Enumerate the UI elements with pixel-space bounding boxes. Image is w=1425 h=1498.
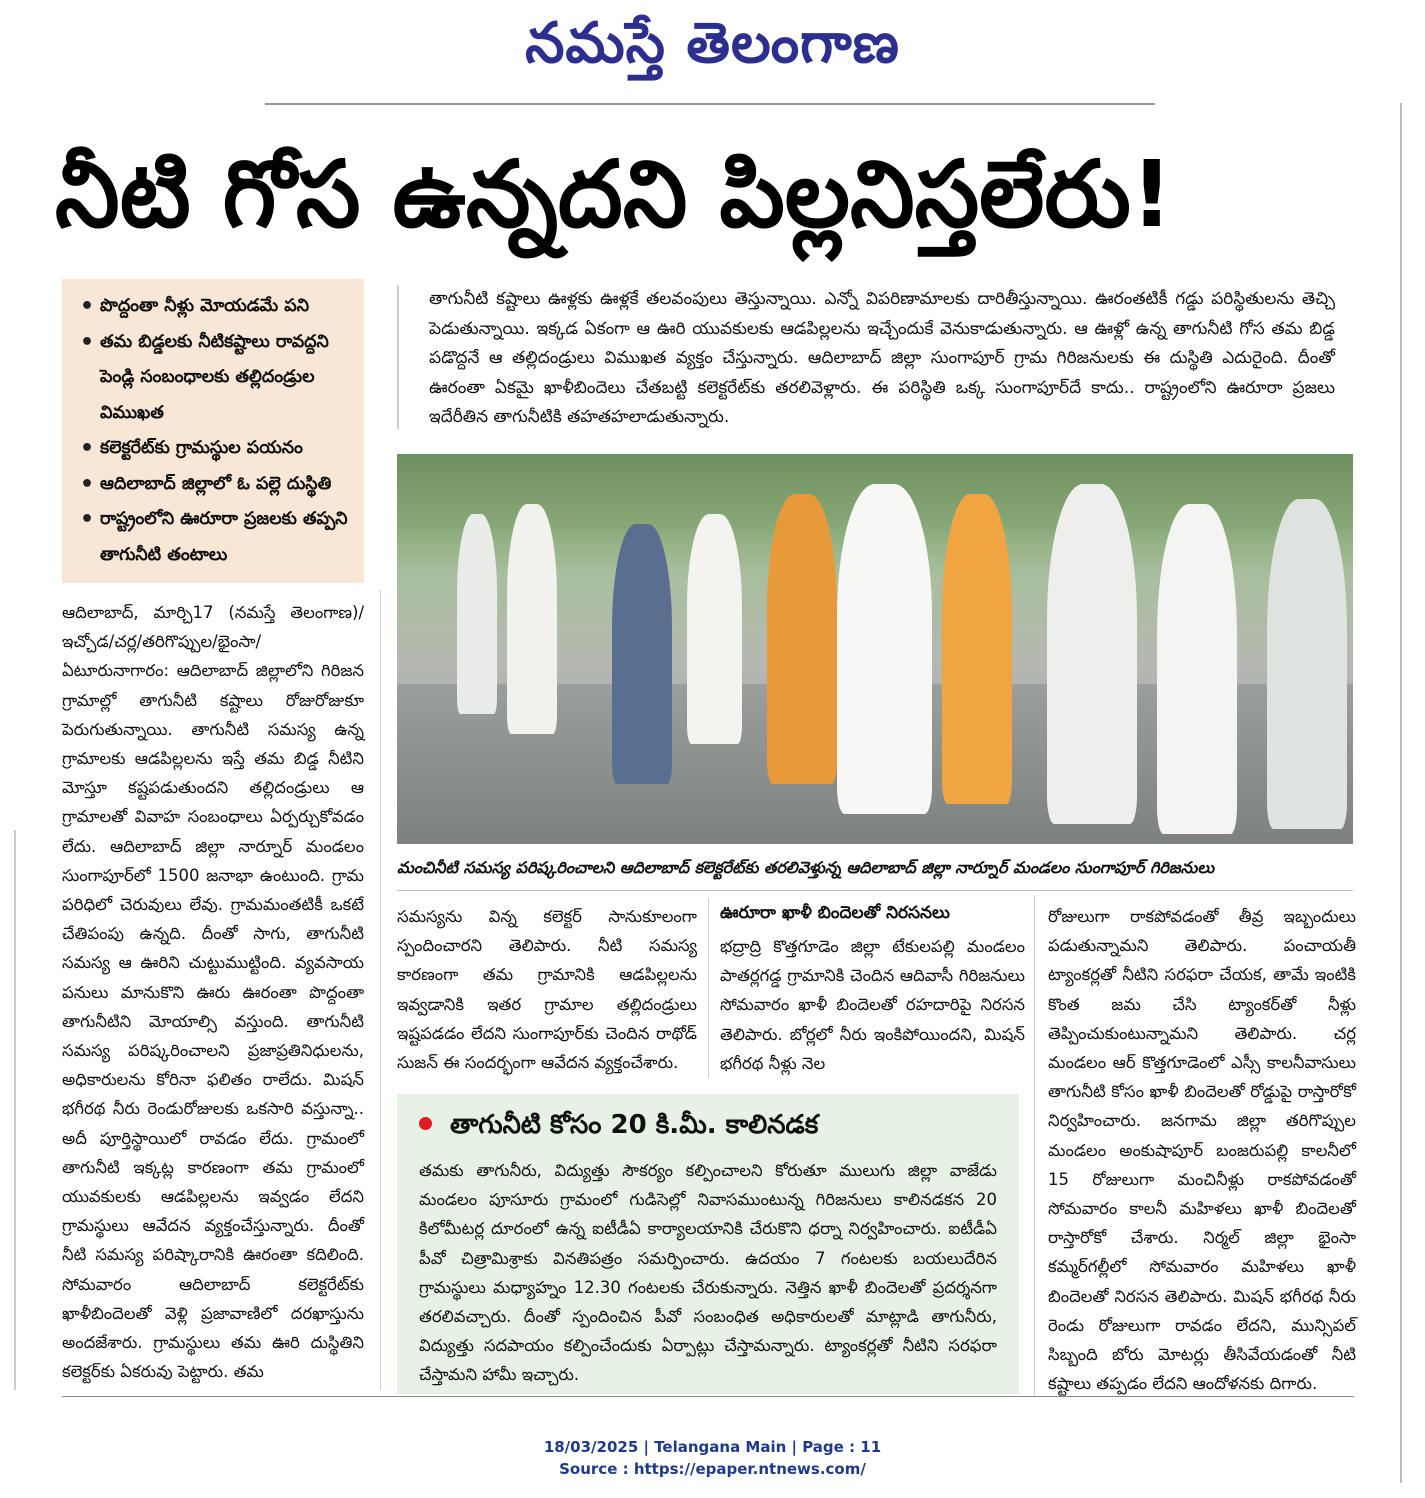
photo-figure	[1157, 504, 1237, 834]
bottom-divider	[62, 1396, 1354, 1397]
photo-figure	[457, 514, 497, 714]
footer	[0, 1436, 1425, 1480]
top-divider	[265, 103, 1155, 105]
article-column-4	[1048, 902, 1356, 1394]
photo-figure	[1047, 484, 1137, 824]
photo-figure	[507, 504, 557, 734]
footer-date-page: 18/03/2025 | Telangana Main | Page : 11	[543, 1438, 882, 1456]
intro-summary	[397, 285, 1355, 429]
headline: నీటి గోస ఉన్నదని పిల్లనిస్తలేరు!	[55, 141, 1173, 248]
article-text: సమస్యను విన్న కలెక్టర్ సానుకూలంగా స్పందించారని తెలిపారు. నీటి సమస్య కారణంగా తమ గ్రామానికి ఆడపిల్లలను ఇవ్వడానికి ఇతర గ్రామాల తల్లిదండ్రులు ఇష్టపడడం లేదని సుంగాపూర్‌కు చెందిన రాథోడ్ సుజన్ ఈ సందర్భంగా ఆవేదన వ్యక్తంచేశారు.	[397, 907, 697, 1073]
sidebar-story-text: తమకు తాగునీరు, విద్యుత్తు సౌకర్యం కల్పించాలని కోరుతూ ములుగు జిల్లా వాజేడు మండలం పూసూరు గ్రామంలో గుడిసెల్లో నివాసముంటున్న గిరిజనులు కాలినడకన 20 కిలోమీటర్ల దూరంలో ఉన్న ఐటీడీఏ కార్యాలయానికి చేరుకొని ధర్నా నిర్వహించారు. ఐటీడీఏ పీవో చిత్రామిశ్రాకు వినతిపత్రం సమర్పించారు. ఉదయం 7 గంటలకు బయలుదేరిన గ్రామస్థులు మధ్యాహ్నం 12.30 గంటలకు చేరుకున్నారు. నెత్తిన ఖాళీ బిందెలతో ప్రదర్శనగా తరలివచ్చారు. దీంతో స్పందించిన పీవో సంబంధిత అధికారులతో మాట్లాడి తాగునీరు, విద్యుత్తు సదపాయం కల్పించేందుకు ఏర్పాట్లు చేస్తామన్నారు. ట్యాంకర్లతో నీటిని సరఫరా చేస్తామని హామీ ఇచ్చారు.	[419, 1161, 997, 1385]
column-divider	[708, 898, 709, 1078]
highlights-list	[78, 289, 352, 573]
article-text: రోజులుగా రాకపోవడంతో తీవ్ర ఇబ్బందులు పడుతున్నామని తెలిపారు. పంచాయతీ ట్యాంకర్లతో నీటిని సరఫరా చేయక, తామే ఇంటికి కొంత జమ చేసి ట్యాంకర్‌తో నీళ్లు తెప్పించుకుంటున్నామని తెలిపారు. చర్ల మండలం ఆర్ కొత్తగూడెంలో ఎస్సీ కాలనీవాసులు తాగునీటి కోసం ఖాళీ బిందెలతో రోడ్డుపై రాస్తారోకో నిర్వహించారు. జనగామ జిల్లా తరిగొప్పుల మండలం అంకుషాపూర్ బంజరుపల్లి కాలనీలో 15 రోజులుగా మంచినీళ్లు రాకపోవడంతో సోమవారం కాలనీ మహిళలు ఖాళీ బిందెలతో రాస్తారోకో చేశారు. నిర్మల్ జిల్లా భైంసా కమ్మర్‌గల్లీలో సోమవారం మహిళలు ఖాళీ బిందెలతో నిరసన తెలిపారు. మిషన్ భగీరథ నీరు రెండు రోజులుగా రావడం లేదని, మున్సిపల్ సిబ్బంది బోరు మోటర్లు తీసివేయడంతో నీటి కష్టాలు తప్పడం లేదని ఆందోళనకు దిగారు.	[1048, 907, 1356, 1394]
left-margin-line	[14, 830, 16, 1390]
highlight-item: • రాష్ట్రంలోని ఊరూరా ప్రజలకు తప్పని తాగునీటి తంటాలు	[78, 502, 352, 573]
photo-figure	[942, 494, 1012, 804]
masthead-logo: నమస్తే తెలంగాణ	[525, 11, 900, 76]
photo-figure	[687, 514, 742, 744]
bullet-dot-icon	[419, 1117, 432, 1130]
highlight-item: • ఆదిలాబాద్ జిల్లాలో ఓ పల్లె దుస్థితి	[78, 467, 352, 503]
highlight-item: • తమ బిడ్డలకు నీటికష్టాలు రావద్దని పెండ్లి సంబంధాలకు తల్లిదండ్రుల విముఖత	[78, 325, 352, 432]
highlight-item: • కలెక్టరేట్‌కు గ్రామస్థుల పయనం	[78, 431, 352, 467]
sidebar-story-box	[397, 1094, 1019, 1394]
article-text: ఆదిలాబాద్, మార్చి17 (నమస్తే తెలంగాణ)/ఇచ్చోడ/చర్ల/తరిగొప్పుల/భైంసా/ఏటూరునాగారం: ఆదిలాబాద్ జిల్లాలోని గిరిజన గ్రామాల్లో తాగునీటి కష్టాలు రోజురోజుకూ పెరుగుతున్నాయి. తాగునీటి సమస్య ఉన్న గ్రామాలకు ఆడపిల్లలను ఇస్తే తమ బిడ్డ నీటిని మోస్తూ కష్టపడుతుందని తల్లిదండ్రులు ఆ గ్రామాలతో వివాహ సంబంధాలు ఏర్పర్చుకోవడం లేదు. ఆదిలాబాద్ జిల్లా నార్నూర్ మండలం సుంగాపూర్‌లో 1500 జనాభా ఉంటుంది. గ్రామ పరిధిలో చెరువులు లేవు. గ్రామమంతటికీ ఒకటే చేతిపంపు ఉన్నది. దీంతో సాగు, తాగునీటి సమస్య ఆ ఊరిని చుట్టుముట్టింది. వ్యవసాయ పనులు మానుకొని ఊరు ఊరంతా పొద్దంతా తాగునీటిని మోయాల్సి వస్తుంది. తాగునీటి సమస్య పరిష్కరించాలని ప్రజాప్రతినిధులను, అధికారులను కోరినా ఫలితం రాలేదు. మిషన్ భగీరథ నీరు రెండురోజులకు ఒకసారి వస్తున్నా.. అదీ పూర్తిస్థాయిలో రావడం లేదు. గ్రామంలో తాగునీటి ఇక్కట్ల కారణంగా తమ గ్రామంలో యువకులకు ఆడపిల్లలను ఇవ్వడం లేదని గ్రామస్థులు ఆవేదన వ్యక్తంచేస్తున్నారు. దీంతో నీటి సమస్య పరిష్కారానికి ఊరంతా కదిలింది. సోమవారం ఆదిలాబాద్ కలెక్టరేట్‌కు ఖాళీబిందెలతో వెళ్లి ప్రజావాణిలో దరఖాస్తును అందజేశారు. గ్రామస్థులు తమ ఊరి దుస్థితిని కలెక్టర్‌కు ఏకరువు పెట్టారు. తమ	[62, 603, 364, 1382]
subheading: ఊరూరా ఖాళీ బిందెలతో నిరసనలు	[720, 903, 950, 923]
photo-figure	[1267, 499, 1347, 829]
right-border	[1400, 103, 1402, 1483]
caption-divider	[397, 890, 1353, 891]
photo-caption: మంచినీటి సమస్య పరిష్కరించాలని ఆదిలాబాద్ కలెక్టరేట్‌కు తరలివెళ్తున్న ఆదిలాబాద్ జిల్లా నార్నూర్ మండలం సుంగాపూర్ గిరిజనులు	[397, 858, 1215, 877]
article-column-1	[62, 598, 364, 1388]
article-text: భద్రాద్రి కొత్తగూడెం జిల్లా టేకులపల్లి మండలం పాతర్లగడ్డ గ్రామానికి చెందిన ఆదివాసీ గిరిజనులు సోమవారం ఖాళీ బిందెలతో రహదారిపై నిరసన తెలిపారు. బోర్లలో నీరు ఇంకిపోయిందని, మిషన్ భగీరథ నీళ్లు నెల	[720, 937, 1025, 1073]
highlights-box	[62, 279, 364, 583]
photo-figure	[767, 494, 837, 784]
highlight-item: • పొద్దంతా నీళ్లు మోయడమే పని	[78, 289, 352, 325]
column-divider	[380, 590, 381, 1390]
column-divider	[1034, 895, 1035, 1395]
footer-source-link[interactable]: Source : https://epaper.ntnews.com/	[559, 1460, 866, 1478]
sidebar-story-title: తాగునీటి కోసం 20 కి.మీ. కాలినడక	[450, 1110, 819, 1140]
sidebar-story-heading	[419, 1104, 997, 1146]
intro-text: తాగునీటి కష్టాలు ఊళ్లకు ఊళ్లకే తలవంపులు తెస్తున్నాయి. ఎన్నో విపరిణామాలకు దారితీస్తున్నాయి. ఊరంతటికీ గడ్డు పరిస్థితులను తెచ్చి పెడుతున్నాయి. ఇక్కడ ఏకంగా ఆ ఊరి యువకులకు ఆడపిల్లలను ఇచ్చేందుకే వెనుకాడుతున్నారు. ఆ ఊళ్లో ఉన్న తాగునీటి గోస తమ బిడ్డ పడొద్దనే ఆ తల్లిదండ్రులు విముఖత వ్యక్తం చేస్తున్నారు. ఆదిలాబాద్ జిల్లా సుంగాపూర్ గ్రామ గిరిజనులకు ఈ దుస్థితి ఎదురైంది. దీంతో ఊరంతా ఏకమై ఖాళీబిందెలు చేతబట్టి కలెక్టరేట్‌కు తరలివెళ్లారు. ఈ పరిస్థితి ఒక్క సుంగాపూర్‌దే కాదు.. రాష్ట్రంలోని ఊరూరా ప్రజలు ఇదేరీతిన తాగునీటికి తహతహలాడుతున్నారు.	[429, 289, 1335, 427]
photo-figure	[837, 484, 932, 814]
article-column-2	[397, 902, 697, 1080]
news-photo	[397, 454, 1353, 844]
article-column-3	[720, 898, 1025, 1080]
photo-figure	[612, 524, 672, 784]
